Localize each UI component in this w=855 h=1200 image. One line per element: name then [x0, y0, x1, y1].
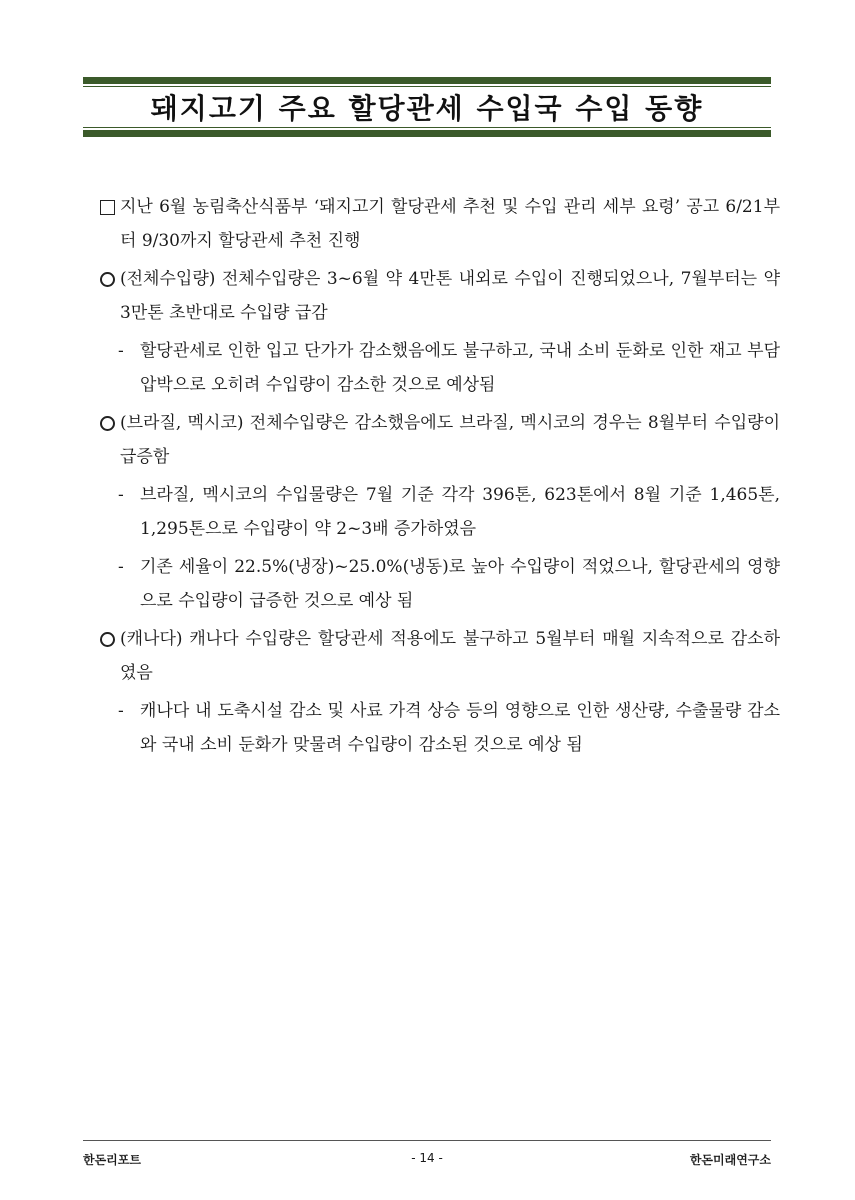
circle-bullet-icon — [100, 406, 115, 443]
list-item — [100, 406, 780, 474]
document-body — [100, 190, 780, 766]
page-title: 돼지고기 주요 할당관세 수입국 수입 동향 — [150, 92, 704, 125]
list-item — [100, 622, 780, 690]
list-item — [100, 694, 780, 762]
item-text: 기존 세율이 22.5%(냉장)~25.0%(냉동)로 높아 수입량이 적었으나, 할당관세의 영향으로 수입량이 급증한 것으로 예상 됨 — [140, 557, 780, 611]
circle-bullet-icon — [100, 262, 115, 299]
list-item — [100, 190, 780, 258]
title-box — [83, 77, 771, 137]
item-text: 지난 6월 농림축산식품부 ‘돼지고기 할당관세 추천 및 수입 관리 세부 요령’ 공고 6/21부터 9/30까지 할당관세 추천 진행 — [120, 197, 780, 251]
item-text: (전체수입량) 전체수입량은 3~6월 약 4만톤 내외로 수입이 진행되었으나, 7월부터는 약 3만톤 초반대로 수입량 급감 — [120, 269, 780, 323]
list-item — [100, 334, 780, 402]
item-text: 캐나다 내 도축시설 감소 및 사료 가격 상승 등의 영향으로 인한 생산량, 수출물량 감소와 국내 소비 둔화가 맞물려 수입량이 감소된 것으로 예상 됨 — [140, 701, 780, 755]
circle-bullet-icon — [100, 622, 115, 659]
box-bullet-icon — [100, 190, 115, 227]
dash-marker: - — [118, 485, 124, 505]
item-text: 할당관세로 인한 입고 단가가 감소했음에도 불구하고, 국내 소비 둔화로 인한 재고 부담 압박으로 오히려 수입량이 감소한 것으로 예상됨 — [140, 341, 780, 395]
dash-marker: - — [118, 701, 124, 721]
page-footer — [83, 1140, 771, 1171]
footer-organization: 한돈미래연구소 — [689, 1153, 771, 1167]
item-text: 브라질, 멕시코의 수입물량은 7월 기준 각각 396톤, 623톤에서 8월 기준 1,465톤, 1,295톤으로 수입량이 약 2~3배 증가하였음 — [140, 485, 780, 539]
list-item — [100, 478, 780, 546]
footer-publication: 한돈리포트 — [83, 1153, 141, 1167]
dash-marker: - — [118, 557, 124, 577]
page-number: - 14 - — [411, 1151, 443, 1165]
list-item — [100, 262, 780, 330]
list-item — [100, 550, 780, 618]
item-text: (캐나다) 캐나다 수입량은 할당관세 적용에도 불구하고 5월부터 매월 지속적으로 감소하였음 — [120, 629, 780, 683]
dash-marker: - — [118, 341, 124, 361]
item-text: (브라질, 멕시코) 전체수입량은 감소했음에도 브라질, 멕시코의 경우는 8월부터 수입량이 급증함 — [120, 413, 780, 467]
